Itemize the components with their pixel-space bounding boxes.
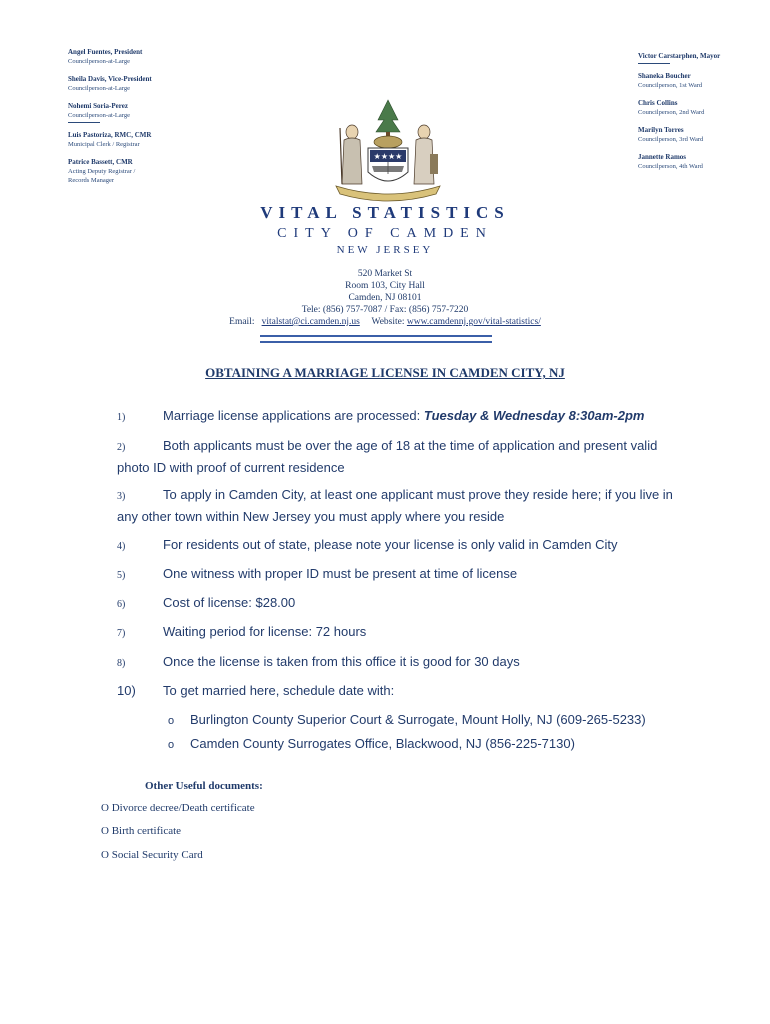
item-number: 5) bbox=[117, 570, 126, 581]
list-item bbox=[117, 681, 697, 701]
official-ward-3 bbox=[638, 126, 768, 144]
list-item bbox=[117, 436, 697, 478]
list-item bbox=[117, 535, 697, 557]
item-number: 8) bbox=[117, 658, 126, 669]
item-number: 3) bbox=[117, 491, 126, 502]
official-title: Councilperson, 3rd Ward bbox=[638, 136, 704, 143]
item-text-continued: photo ID with proof of current residence bbox=[117, 460, 345, 475]
official-title-continued: Records Manager bbox=[68, 177, 115, 184]
list-item bbox=[117, 593, 697, 615]
item-text: Cost of license: $28.00 bbox=[163, 595, 296, 610]
sub-list-item bbox=[168, 736, 575, 751]
item-number: 6) bbox=[117, 599, 126, 610]
official-deputy-registrar bbox=[68, 158, 268, 185]
item-text-continued: any other town within New Jersey you must apply where you reside bbox=[117, 509, 505, 524]
official-name: Marilyn Torres bbox=[638, 126, 684, 134]
official-president bbox=[68, 48, 268, 66]
bullet-icon: O bbox=[101, 825, 109, 837]
official-name: Shaneka Boucher bbox=[638, 72, 691, 80]
official-name: Nohemi Soria-Perez bbox=[68, 102, 128, 110]
item-text: Marriage license applications are processed: bbox=[163, 408, 424, 423]
seal-left-figure-body bbox=[342, 138, 362, 184]
official-title: Municipal Clerk / Registrar bbox=[68, 141, 140, 148]
official-title: Acting Deputy Registrar / bbox=[68, 168, 136, 175]
seal-cornucopia bbox=[430, 154, 438, 174]
website-label: Website: bbox=[371, 317, 405, 327]
seal-right-figure-head bbox=[418, 125, 430, 139]
useful-document-item bbox=[101, 802, 255, 814]
item-text: For residents out of state, please note your license is only valid in Camden City bbox=[163, 537, 618, 552]
item-text: Once the license is taken from this office it is good for 30 days bbox=[163, 654, 520, 669]
divider bbox=[638, 63, 670, 64]
seal-left-staff bbox=[340, 128, 342, 184]
item-text: Both applicants must be over the age of 18 at the time of application and present valid bbox=[163, 438, 658, 453]
official-clerk bbox=[68, 131, 268, 149]
official-name: Jannette Ramos bbox=[638, 153, 687, 161]
official-name: Luis Pastoriza, RMC, CMR bbox=[68, 131, 152, 139]
sub-item-text: Burlington County Superior Court & Surrogate, Mount Holly, NJ (609-265-5233) bbox=[190, 712, 646, 727]
official-councilperson bbox=[68, 102, 268, 120]
item-text: To get married here, schedule date with: bbox=[163, 683, 395, 698]
website-link[interactable]: www.camdennj.gov/vital-statistics/ bbox=[406, 317, 541, 327]
email-link[interactable]: vitalstat@ci.camden.nj.us bbox=[261, 317, 360, 327]
official-title: Councilperson, 1st Ward bbox=[638, 82, 703, 89]
item-text: Waiting period for license: 72 hours bbox=[163, 624, 367, 639]
seal-left-figure-head bbox=[346, 125, 358, 139]
official-name: Victor Carstarphen, Mayor bbox=[638, 52, 721, 60]
item-number: 10) bbox=[117, 683, 136, 698]
sub-item-text: Camden County Surrogates Office, Blackwood, NJ (856-225-7130) bbox=[190, 736, 575, 751]
official-ward-2 bbox=[638, 99, 768, 117]
official-name: Angel Fuentes, President bbox=[68, 48, 143, 56]
seal-stars: ★★★★ bbox=[373, 152, 403, 161]
useful-document-text: Divorce decree/Death certificate bbox=[111, 802, 255, 814]
city-seal-logo bbox=[332, 98, 444, 202]
useful-document-item bbox=[101, 849, 203, 861]
list-item bbox=[117, 622, 697, 644]
item-number: 1) bbox=[117, 412, 126, 423]
official-title: Councilperson-at-Large bbox=[68, 58, 130, 65]
list-item bbox=[117, 652, 697, 674]
section-heading: OBTAINING A MARRIAGE LICENSE IN CAMDEN CITY, NJ bbox=[205, 365, 565, 380]
list-item bbox=[117, 485, 697, 527]
contact-links bbox=[0, 316, 770, 328]
bullet-icon: O bbox=[101, 849, 109, 861]
item-text: To apply in Camden City, at least one applicant must prove they reside here; if you live in bbox=[163, 487, 673, 502]
official-name: Chris Collins bbox=[638, 99, 678, 107]
item-text: One witness with proper ID must be present at time of license bbox=[163, 566, 518, 581]
official-name: Sheila Davis, Vice-President bbox=[68, 75, 152, 83]
useful-document-text: Social Security Card bbox=[111, 849, 203, 861]
email-label: Email: bbox=[229, 317, 255, 327]
official-vice-president bbox=[68, 75, 268, 93]
official-ward-1 bbox=[638, 72, 768, 90]
bullet-icon: O bbox=[101, 802, 109, 814]
bullet-icon: o bbox=[168, 739, 175, 751]
official-title: Councilperson-at-Large bbox=[68, 112, 130, 119]
official-name: Patrice Bassett, CMR bbox=[68, 158, 133, 166]
page-title: VITAL STATISTICS bbox=[260, 203, 510, 222]
phone-fax: Tele: (856) 757-7087 / Fax: (856) 757-7220 bbox=[301, 305, 469, 315]
sub-list-item bbox=[168, 712, 646, 727]
bullet-icon: o bbox=[168, 715, 175, 727]
useful-document-text: Birth certificate bbox=[111, 825, 182, 837]
official-mayor bbox=[638, 52, 768, 61]
list-item bbox=[117, 406, 697, 428]
seal-crest bbox=[374, 136, 402, 148]
official-title: Councilperson-at-Large bbox=[68, 85, 130, 92]
office-address bbox=[0, 268, 770, 328]
address-line-2: Room 103, City Hall bbox=[345, 281, 425, 291]
useful-documents-heading: Other Useful documents: bbox=[145, 780, 263, 792]
official-title: Councilperson, 2nd Ward bbox=[638, 109, 705, 116]
double-divider bbox=[260, 335, 492, 343]
address-line-3: Camden, NJ 08101 bbox=[348, 293, 422, 303]
list-item bbox=[117, 564, 697, 586]
item-number: 4) bbox=[117, 541, 126, 552]
state-name: NEW JERSEY bbox=[336, 244, 434, 256]
official-title: Councilperson, 4th Ward bbox=[638, 163, 703, 170]
seal-tree bbox=[376, 100, 400, 132]
official-ward-4 bbox=[638, 153, 768, 171]
right-officials-list bbox=[638, 52, 768, 180]
city-name: CITY OF CAMDEN bbox=[277, 226, 493, 241]
seal-ribbon bbox=[336, 186, 440, 201]
address-line-1: 520 Market St bbox=[357, 269, 413, 279]
useful-document-item bbox=[101, 825, 181, 837]
item-number: 7) bbox=[117, 628, 126, 639]
item-number: 2) bbox=[117, 442, 126, 453]
divider bbox=[68, 122, 100, 123]
left-officials-list bbox=[68, 48, 268, 194]
item-emphasis: Tuesday & Wednesday 8:30am-2pm bbox=[423, 408, 645, 423]
